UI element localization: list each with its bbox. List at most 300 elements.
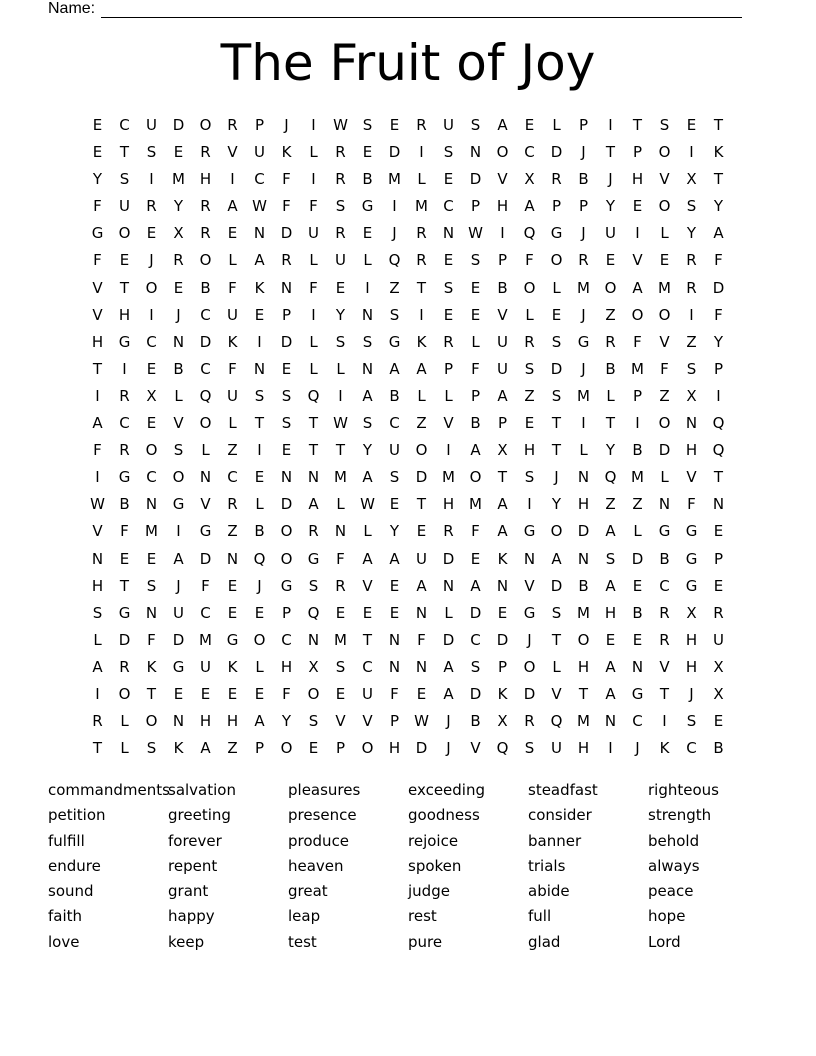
grid-letter: X <box>713 657 724 676</box>
grid-letter: U <box>713 630 724 649</box>
grid-letter: F <box>471 522 480 541</box>
grid-letter: S <box>281 386 292 405</box>
grid-letter: C <box>389 414 400 433</box>
grid-letter: K <box>254 278 265 297</box>
grid-letter: Y <box>713 332 724 351</box>
grid-letter: L <box>417 170 426 189</box>
grid-letter: C <box>119 116 130 134</box>
grid-letter: I <box>419 143 424 162</box>
grid-letter: A <box>605 522 616 541</box>
grid-letter: S <box>524 739 535 758</box>
grid-letter: D <box>658 441 671 460</box>
grid-letter: D <box>469 684 482 703</box>
grid-letter: N <box>604 712 617 731</box>
grid-letter: Q <box>253 549 266 568</box>
grid-letter: R <box>146 197 157 216</box>
grid-letter: O <box>145 712 158 731</box>
grid-letter: I <box>149 170 154 189</box>
grid-letter: D <box>172 116 185 134</box>
grid-letter: O <box>523 278 536 297</box>
grid-letter: Z <box>227 441 238 460</box>
grid-letter: D <box>280 495 293 514</box>
grid-letter: A <box>605 576 616 595</box>
grid-letter: A <box>173 549 184 568</box>
grid-letter: L <box>309 332 318 351</box>
grid-letter: R <box>281 251 292 270</box>
word-bank-item: behold <box>648 831 700 850</box>
grid-letter: G <box>118 332 131 351</box>
name-label: Name: <box>48 0 96 17</box>
grid-letter: X <box>497 712 508 731</box>
grid-letter: L <box>417 386 426 405</box>
grid-letter: A <box>92 414 103 433</box>
grid-letter: U <box>227 305 238 324</box>
grid-letter: D <box>631 549 644 568</box>
grid-letter: R <box>335 170 346 189</box>
grid-letter: M <box>577 712 590 731</box>
grid-letter: H <box>442 495 455 514</box>
grid-letter: S <box>335 197 346 216</box>
grid-letter: V <box>92 278 103 297</box>
grid-letter: T <box>92 359 103 378</box>
grid-letter: D <box>280 224 293 243</box>
grid-letter: I <box>500 224 505 243</box>
grid-letter: G <box>361 197 374 216</box>
word-bank-item: hope <box>648 907 686 926</box>
grid-letter: D <box>523 684 536 703</box>
grid-letter: U <box>497 359 508 378</box>
grid-letter: E <box>416 522 427 541</box>
grid-letter: E <box>443 251 454 270</box>
grid-letter: E <box>362 603 373 622</box>
grid-letter: L <box>660 224 669 243</box>
grid-letter: M <box>442 468 455 487</box>
grid-letter: T <box>119 143 130 162</box>
grid-letter: M <box>577 386 590 405</box>
grid-letter: E <box>173 143 184 162</box>
word-bank-item: fulfill <box>48 831 85 850</box>
grid-letter: Y <box>389 522 400 541</box>
grid-letter: W <box>252 197 267 216</box>
grid-letter: A <box>416 576 427 595</box>
grid-letter: I <box>95 468 100 487</box>
grid-letter: A <box>470 441 481 460</box>
grid-letter: C <box>200 603 211 622</box>
grid-letter: B <box>254 522 265 541</box>
grid-letter: U <box>443 116 454 134</box>
grid-letter: O <box>280 522 293 541</box>
grid-letter: R <box>416 251 427 270</box>
grid-letter: S <box>524 359 535 378</box>
word-bank-item: rest <box>408 907 437 926</box>
grid-letter: S <box>686 712 697 731</box>
word-bank-item: spoken <box>408 856 462 875</box>
grid-letter: E <box>227 576 238 595</box>
grid-letter: V <box>632 251 643 270</box>
grid-letter: E <box>227 603 238 622</box>
grid-letter: U <box>200 657 211 676</box>
grid-letter: O <box>280 549 293 568</box>
grid-letter: T <box>578 684 589 703</box>
grid-letter: G <box>388 332 401 351</box>
grid-letter: O <box>523 657 536 676</box>
word-bank-item: strength <box>648 806 712 825</box>
grid-letter: G <box>199 522 212 541</box>
name-blank-line <box>101 3 742 18</box>
grid-letter: U <box>389 441 400 460</box>
grid-letter: E <box>443 305 454 324</box>
grid-letter: E <box>254 684 265 703</box>
grid-letter: J <box>149 251 154 270</box>
grid-letter: R <box>335 576 346 595</box>
grid-letter: F <box>471 359 480 378</box>
grid-letter: R <box>335 143 346 162</box>
grid-letter: R <box>443 522 454 541</box>
word-bank-item: heaven <box>288 856 344 875</box>
grid-letter: J <box>581 143 586 162</box>
grid-letter: S <box>362 332 373 351</box>
word-bank-item: great <box>288 882 328 901</box>
grid-letter: R <box>308 522 319 541</box>
grid-letter: L <box>363 522 372 541</box>
grid-letter: D <box>199 332 212 351</box>
grid-letter: B <box>578 576 589 595</box>
grid-letter: R <box>713 603 724 622</box>
grid-letter: K <box>713 143 724 162</box>
grid-letter: L <box>309 251 318 270</box>
grid-letter: W <box>360 495 375 514</box>
grid-letter: J <box>689 684 694 703</box>
grid-letter: U <box>254 143 265 162</box>
grid-letter: P <box>281 305 292 324</box>
grid-letter: I <box>446 441 451 460</box>
grid-letter: O <box>253 630 266 649</box>
grid-letter: E <box>713 576 724 595</box>
grid-letter: E <box>551 305 562 324</box>
grid-letter: J <box>176 576 181 595</box>
grid-letter: Q <box>604 468 617 487</box>
grid-letter: S <box>119 170 130 189</box>
grid-letter: O <box>550 251 563 270</box>
grid-letter: S <box>389 468 400 487</box>
grid-letter: D <box>469 170 482 189</box>
grid-letter: T <box>713 468 724 487</box>
word-bank-item: endure <box>48 856 101 875</box>
grid-letter: D <box>280 332 293 351</box>
grid-letter: E <box>713 712 724 731</box>
grid-letter: V <box>92 522 103 541</box>
grid-letter: S <box>335 657 346 676</box>
word-bank-item: leap <box>288 907 321 926</box>
grid-letter: W <box>90 495 105 514</box>
grid-letter: T <box>605 143 616 162</box>
grid-letter: F <box>282 197 291 216</box>
grid-letter: C <box>146 468 157 487</box>
grid-letter: T <box>119 278 130 297</box>
grid-letter: K <box>416 332 427 351</box>
grid-letter: S <box>146 143 157 162</box>
grid-letter: T <box>632 116 643 134</box>
grid-letter: E <box>389 603 400 622</box>
grid-letter: P <box>551 197 562 216</box>
grid-letter: V <box>443 414 454 433</box>
grid-letter: L <box>336 359 345 378</box>
grid-letter: M <box>658 278 671 297</box>
grid-letter: B <box>632 603 643 622</box>
grid-letter: D <box>442 549 455 568</box>
grid-letter: R <box>119 386 130 405</box>
grid-letter: P <box>335 739 346 758</box>
grid-letter: G <box>118 468 131 487</box>
grid-letter: L <box>174 386 183 405</box>
grid-letter: K <box>659 739 670 758</box>
grid-letter: F <box>228 359 237 378</box>
grid-letter: Z <box>659 386 670 405</box>
grid-letter: H <box>685 657 698 676</box>
grid-letter: I <box>149 305 154 324</box>
grid-letter: V <box>335 712 346 731</box>
word-bank <box>48 778 768 955</box>
grid-letter: I <box>365 278 370 297</box>
grid-letter: C <box>200 359 211 378</box>
grid-letter: C <box>146 332 157 351</box>
grid-letter: D <box>550 576 563 595</box>
grid-letter: U <box>119 197 130 216</box>
grid-letter: E <box>227 224 238 243</box>
grid-letter: P <box>632 143 643 162</box>
grid-letter: Y <box>335 305 346 324</box>
grid-letter: M <box>334 630 347 649</box>
grid-letter: E <box>335 684 346 703</box>
grid-letter: Q <box>307 603 320 622</box>
grid-letter: I <box>311 116 316 134</box>
grid-letter: F <box>228 278 237 297</box>
grid-letter: C <box>443 197 454 216</box>
grid-letter: M <box>334 468 347 487</box>
grid-letter: G <box>685 549 698 568</box>
word-bank-item: judge <box>408 882 450 901</box>
word-bank-item: sound <box>48 882 94 901</box>
grid-letter: L <box>309 143 318 162</box>
grid-letter: J <box>392 224 397 243</box>
grid-letter: Y <box>605 197 616 216</box>
grid-letter: R <box>200 197 211 216</box>
grid-letter: K <box>497 549 508 568</box>
grid-letter: C <box>470 630 481 649</box>
grid-letter: S <box>551 603 562 622</box>
grid-letter: G <box>685 576 698 595</box>
grid-letter: E <box>200 684 211 703</box>
grid-letter: S <box>551 332 562 351</box>
word-bank-item: faith <box>48 907 83 926</box>
grid-letter: A <box>389 359 400 378</box>
grid-letter: E <box>281 441 292 460</box>
grid-letter: L <box>633 522 642 541</box>
grid-letter: Z <box>389 278 400 297</box>
word-bank-item: petition <box>48 806 106 825</box>
grid-letter: E <box>389 576 400 595</box>
grid-letter: N <box>712 495 725 514</box>
word-bank-item: commandments <box>48 781 170 799</box>
grid-letter: O <box>469 468 482 487</box>
grid-letter: R <box>200 143 211 162</box>
grid-letter: A <box>632 278 643 297</box>
grid-letter: K <box>227 332 238 351</box>
grid-letter: S <box>308 712 319 731</box>
word-bank-item: forever <box>168 831 222 850</box>
grid-letter: I <box>608 739 613 758</box>
grid-letter: C <box>254 170 265 189</box>
grid-letter: D <box>496 630 509 649</box>
word-bank-item: grant <box>168 882 209 901</box>
grid-letter: E <box>119 251 130 270</box>
grid-letter: U <box>497 332 508 351</box>
grid-letter: Z <box>227 522 238 541</box>
grid-letter: M <box>469 495 482 514</box>
grid-letter: C <box>281 630 292 649</box>
grid-letter: H <box>280 657 293 676</box>
grid-letter: A <box>308 495 319 514</box>
grid-letter: R <box>92 712 103 731</box>
grid-letter: X <box>524 170 535 189</box>
grid-letter: T <box>497 468 508 487</box>
word-bank-item: consider <box>528 806 592 825</box>
grid-letter: T <box>713 170 724 189</box>
grid-letter: F <box>282 684 291 703</box>
grid-letter: I <box>635 224 640 243</box>
grid-letter: L <box>93 630 102 649</box>
grid-letter: D <box>118 630 131 649</box>
grid-letter: E <box>470 549 481 568</box>
grid-letter: X <box>497 441 508 460</box>
grid-letter: L <box>552 116 561 134</box>
grid-letter: E <box>254 468 265 487</box>
grid-letter: Y <box>173 197 184 216</box>
grid-letter: L <box>228 251 237 270</box>
grid-letter: E <box>146 549 157 568</box>
grid-letter: A <box>227 197 238 216</box>
word-bank-item: steadfast <box>528 781 598 799</box>
grid-letter: I <box>257 332 262 351</box>
grid-letter: L <box>606 386 615 405</box>
grid-letter: G <box>118 603 131 622</box>
grid-letter: F <box>309 278 318 297</box>
grid-letter: L <box>336 495 345 514</box>
grid-letter: H <box>631 170 644 189</box>
grid-letter: G <box>172 657 185 676</box>
grid-letter: F <box>714 251 723 270</box>
grid-letter: V <box>362 576 373 595</box>
grid-letter: X <box>686 386 697 405</box>
grid-letter: O <box>172 468 185 487</box>
grid-letter: E <box>389 495 400 514</box>
grid-letter: S <box>389 305 400 324</box>
grid-letter: I <box>257 441 262 460</box>
grid-letter: S <box>686 359 697 378</box>
grid-letter: E <box>632 630 643 649</box>
grid-letter: N <box>388 657 401 676</box>
grid-letter: Q <box>712 414 725 433</box>
grid-letter: L <box>444 386 453 405</box>
grid-letter: A <box>497 495 508 514</box>
grid-letter: I <box>95 684 100 703</box>
grid-letter: T <box>551 441 562 460</box>
grid-letter: E <box>335 603 346 622</box>
grid-letter: O <box>577 630 590 649</box>
grid-letter: M <box>172 170 185 189</box>
grid-letter: E <box>254 305 265 324</box>
grid-letter: B <box>632 441 643 460</box>
grid-letter: F <box>633 332 642 351</box>
grid-letter: H <box>118 305 131 324</box>
grid-letter: U <box>551 739 562 758</box>
grid-letter: T <box>335 441 346 460</box>
grid-letter: N <box>415 603 428 622</box>
grid-letter: F <box>93 251 102 270</box>
grid-letter: H <box>577 495 590 514</box>
grid-letter: O <box>199 116 212 134</box>
grid-letter: J <box>257 576 262 595</box>
grid-letter: A <box>443 657 454 676</box>
grid-letter: N <box>631 657 644 676</box>
grid-letter: N <box>685 414 698 433</box>
grid-letter: Z <box>227 739 238 758</box>
grid-letter: P <box>443 359 454 378</box>
grid-letter: A <box>524 197 535 216</box>
grid-letter: R <box>119 441 130 460</box>
grid-letter: C <box>119 414 130 433</box>
grid-letter: G <box>172 495 185 514</box>
grid-letter: G <box>685 522 698 541</box>
grid-letter: U <box>416 549 427 568</box>
grid-letter: W <box>333 414 348 433</box>
name-field-row <box>48 0 742 18</box>
grid-letter: A <box>497 116 508 134</box>
grid-letter: W <box>414 712 429 731</box>
grid-letter: R <box>200 224 211 243</box>
word-bank-item: repent <box>168 856 218 875</box>
grid-letter: H <box>604 603 617 622</box>
grid-letter: I <box>95 386 100 405</box>
grid-letter: E <box>173 278 184 297</box>
grid-letter: O <box>145 441 158 460</box>
word-bank-item: glad <box>528 932 561 951</box>
word-bank-item: full <box>528 907 552 926</box>
grid-letter: D <box>469 603 482 622</box>
grid-letter: E <box>524 116 535 134</box>
grid-letter: A <box>497 522 508 541</box>
grid-letter: L <box>660 468 669 487</box>
grid-letter: S <box>659 116 670 134</box>
grid-letter: W <box>468 224 483 243</box>
grid-letter: L <box>444 603 453 622</box>
word-bank-item: goodness <box>408 806 480 825</box>
grid-letter: T <box>551 414 562 433</box>
grid-letter: M <box>631 359 644 378</box>
grid-letter: V <box>173 414 184 433</box>
grid-letter: F <box>687 495 696 514</box>
grid-letter: G <box>307 549 320 568</box>
grid-letter: O <box>118 224 131 243</box>
grid-letter: S <box>92 603 103 622</box>
grid-letter: T <box>308 441 319 460</box>
grid-letter: O <box>550 522 563 541</box>
grid-letter: K <box>173 739 184 758</box>
word-bank-item: greeting <box>168 806 231 825</box>
grid-letter: O <box>631 305 644 324</box>
grid-letter: E <box>389 116 400 134</box>
grid-letter: L <box>201 441 210 460</box>
